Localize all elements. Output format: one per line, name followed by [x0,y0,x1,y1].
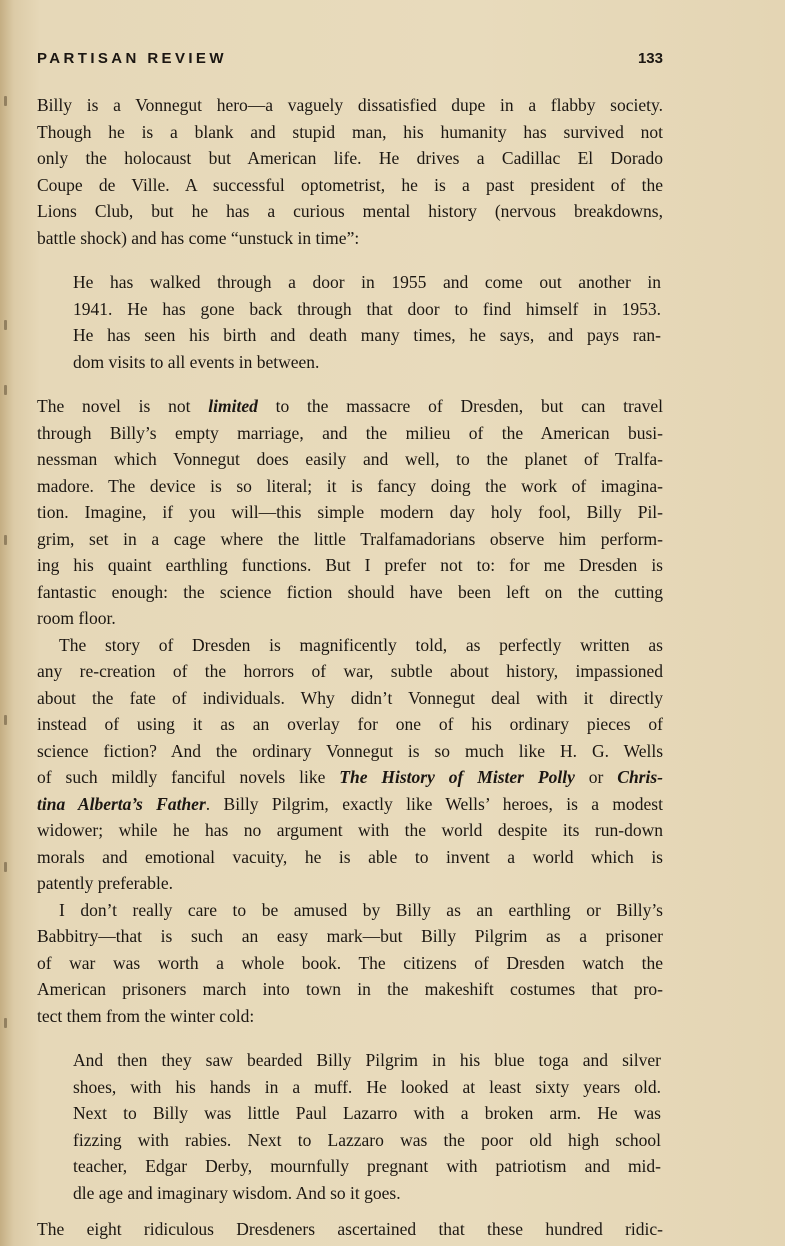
paragraph [37,632,663,897]
margin-mark [4,385,7,395]
text-run: of such mildly fanciful novels like [37,767,340,787]
emphasis: limited [208,396,258,416]
text-line: tion. Imagine, if you will—this simple modern day holy fool, Billy Pil- [37,502,663,522]
paragraph [37,897,663,1030]
text-line: Babbitry—that is such an easy mark—but Billy Pilgrim as a prisoner [37,926,663,946]
margin-mark [4,320,7,330]
quote-line: Next to Billy was little Paul Lazarro with a broken arm. He was [73,1103,661,1123]
text-line: Coupe de Ville. A successful optometrist, he is a past president of the [37,174,663,195]
text-line: Billy is a Vonnegut hero—a vaguely dissatisfied dupe in a flabby society. [37,95,663,115]
spacer [37,251,663,269]
quote-line: shoes, with his hands in a muff. He looked at least sixty years old. [73,1076,661,1097]
text-run: or [574,767,618,787]
text-line: room floor. [37,608,116,628]
spacer [37,375,663,393]
block-quote [37,269,663,375]
quote-line: dle age and imaginary wisdom. And so it goes. [73,1182,401,1203]
text-line: American prisoners march into town in the makeshift costumes that pro- [37,979,663,999]
text-line: Lions Club, but he has a curious mental history (nervous breakdowns, [37,201,663,221]
text-line: I don’t really care to be amused by Billy as an earthling or Billy’s [59,899,663,920]
quote-line: 1941. He has gone back through that door to find himself in 1953. [73,298,661,319]
book-title: tina Alberta’s Father [37,793,206,814]
quote-line: He has walked through a door in 1955 and come out another in [73,272,661,292]
book-title: Chris- [617,767,663,787]
page-number: 133 [637,50,663,67]
quote-line: He has seen his birth and death many times, he says, and pays ran- [73,325,661,345]
margin-mark [4,1018,7,1028]
text-line: science fiction? And the ordinary Vonnegut is so much like H. G. Wells [37,740,663,761]
paragraph [37,393,663,632]
text-line: through Billy’s empty marriage, and the milieu of the American busi- [37,422,663,443]
quote-line: fizzing with rabies. Next to Lazzaro was the poor old high school [73,1129,661,1150]
paragraph [37,92,663,251]
text-line: patently preferable. [37,873,174,893]
text-line: nessman which Vonnegut does easily and well, to the planet of Tralfa- [37,449,663,469]
text-line: battle shock) and has come “unstuck in time”: [37,227,360,248]
margin-mark [4,862,7,872]
text-line: tect them from the winter cold: [37,1005,255,1026]
text-line: madore. The device is so literal; it is fancy doing the work of imagina- [37,475,663,496]
text-line: about the fate of individuals. Why didn’t Vonnegut deal with it directly [37,687,663,708]
quote-line: And then they saw bearded Billy Pilgrim in his blue toga and silver [73,1050,661,1070]
spacer [37,1029,663,1047]
text-line: The story of Dresden is magnificently told, as perfectly written as [59,634,663,655]
text-line: The eight ridiculous Dresdeners ascertained that these hundred ridic- [37,1219,663,1239]
text-line: of war was worth a whole book. The citizens of Dresden watch the [37,952,663,973]
quote-line: teacher, Edgar Derby, mournfully pregnant with patriotism and mid- [73,1156,661,1176]
quote-line: dom visits to all events in between. [73,351,320,372]
margin-mark [4,715,7,725]
text-run: The novel is not [37,396,209,416]
text-line [37,791,663,818]
running-head: PARTISAN REVIEW [37,50,227,67]
text-line: widower; while he has no argument with the world despite its run-down [37,820,663,840]
text-run: . Billy Pilgrim, exactly like Wells’ heroes, is a modest [205,793,663,814]
margin-mark [4,96,7,106]
block-quote [37,1047,663,1206]
text-line: fantastic enough: the science fiction should have been left on the cutting [37,581,663,602]
margin-mark [4,535,7,545]
spacer [37,1206,663,1216]
text-line [37,764,663,791]
text-line: grim, set in a cage where the little Tralfamadorians observe him perform- [37,528,663,549]
text-line [37,393,663,420]
text-run: to the massacre of Dresden, but can travel [257,396,663,416]
text-line: Though he is a blank and stupid man, his humanity has survived not [37,121,663,142]
text-line: only the holocaust but American life. He drives a Cadillac El Dorado [37,148,663,168]
page-header [37,50,663,67]
text-line: any re-creation of the horrors of war, subtle about history, impassioned [37,661,663,681]
text-line: ing his quaint earthling functions. But I prefer not to: for me Dresden is [37,555,663,575]
text-line: instead of using it as an overlay for one of his ordinary pieces of [37,714,663,734]
book-title: The History of Mister Polly [339,767,575,787]
page-body [37,92,663,1243]
text-line: morals and emotional vacuity, he is able to invent a world which is [37,846,663,867]
